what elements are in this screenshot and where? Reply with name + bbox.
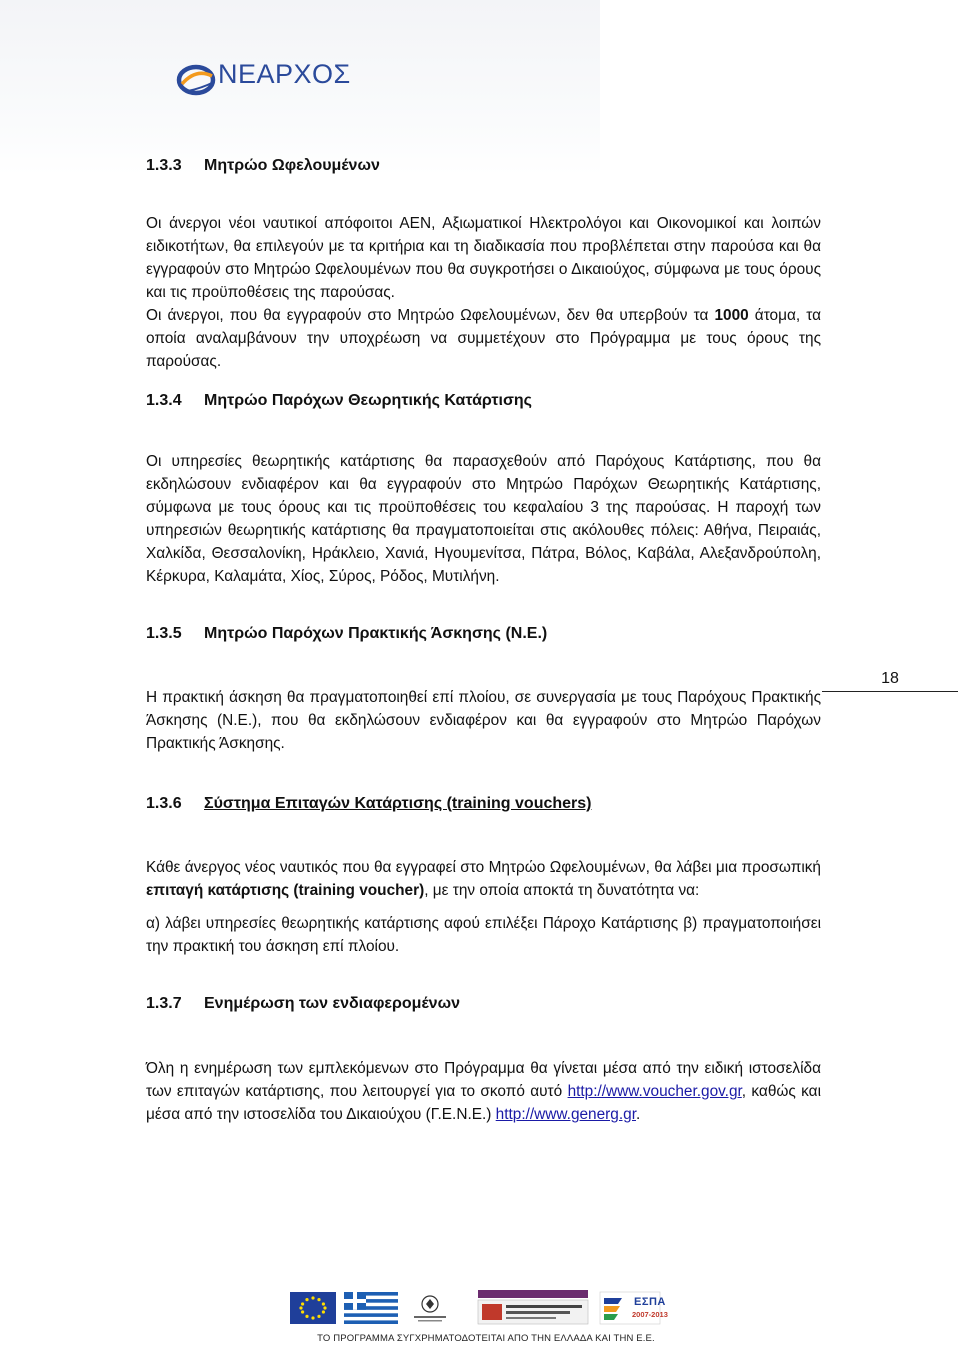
paragraph: Κάθε άνεργος νέος ναυτικός που θα εγγραφεί στο Μητρώο Ωφελουμένων, θα λάβει μια προσωπική επιταγή κατάρτισης (training voucher), με την οποία αποκτά τη δυνατότητα να: [146, 859, 821, 899]
section-heading: 1.3.4 Μητρώο Παρόχων Θεωρητικής Κατάρτισης [146, 392, 532, 409]
section-1-3-6 [146, 795, 821, 813]
page-number: 18 [822, 670, 958, 692]
paragraph: Οι υπηρεσίες θεωρητικής κατάρτισης θα παρασχεθούν από Παρόχους Κατάρτισης, που θα εκδηλώσουν ενδιαφέρον και θα εγγραφούν στο Μητρώο Παρόχων Θεωρητικής Κατάρτισης, σύμφωνα με τους όρους και τις προϋποθέσεις του κεφαλαίου 3 της παρούσας. Η παροχή των υπηρεσιών θεωρητικής κατάρτισης θα πραγματοποιείται στις ακόλουθες πόλεις: Αθήνα, Πειραιάς, Χαλκίδα, Θεσσαλονίκη, Ηράκλειο, Χανιά, Ηγουμενίτσα, Πάτρα, Βόλος, Καβάλα, Αλεξανδρούπολη, Κέρκυρα, Καλαμάτα, Χίος, Σύρος, Ρόδος, Μυτιλήνη. [146, 453, 821, 585]
paragraph: Όλη η ενημέρωση των εμπλεκόμενων στο Πρόγραμμα θα γίνεται μέσα από την ειδική ιστοσελίδα των επιταγών κατάρτισης, που λειτουργεί για το σκοπό αυτό http://www.voucher.gov.gr, καθώς και μέσα από την ιστοσελίδα του Δικαιούχου (Γ.Ε.Ν.Ε.) http://www.generg.gr. [146, 1060, 821, 1123]
section-1-3-4 [146, 392, 821, 410]
paragraph: Οι άνεργοι νέοι ναυτικοί απόφοιτοι ΑΕΝ, Αξιωματικοί Ηλεκτρολόγοι και Οικονομικοί και λοιπών ειδικοτήτων, θα επιλεγούν με τα κριτήρια και τη διαδικασία που προβλέπεται στην παρούσα και θα εγγραφούν στο Μητρώο Ωφελουμένων που θα συγκροτήσει ο Δικαιούχος, σύμφωνα με τους όρους και τις προϋποθέσεις της παρούσας. [146, 215, 821, 301]
section-heading: 1.3.7 Ενημέρωση των ενδιαφερομένων [146, 995, 460, 1012]
section-heading: 1.3.6 Σύστημα Επιταγών Κατάρτισης (training vouchers) [146, 795, 592, 812]
section-1-3-7 [146, 995, 821, 1013]
espa-label: ΕΣΠΑ [634, 1296, 666, 1308]
section-1-3-5 [146, 625, 821, 643]
section-1-3-3-body [146, 212, 821, 373]
section-1-3-4-body [146, 450, 821, 588]
paragraph: α) λάβει υπηρεσίες θεωρητικής κατάρτισης αφού επιλέξει Πάροχο Κατάρτισης β) πραγματοποιήσει την πρακτική του άσκηση επί πλοίου. [146, 915, 821, 955]
section-1-3-3 [146, 157, 821, 175]
section-1-3-7-body [146, 1057, 821, 1126]
eu-flag-icon [290, 1292, 336, 1324]
paragraph: Οι άνεργοι, που θα εγγραφούν στο Μητρώο Ωφελουμένων, δεν θα υπερβούν τα 1000 άτομα, τα οποία αναλαμβάνουν την υποχρέωση να συμμετέχουν στο Πρόγραμμα με τους όρους της παρούσας. [146, 307, 822, 370]
greek-flag-icon [344, 1292, 398, 1324]
paragraph: Η πρακτική άσκηση θα πραγματοποιηθεί επί πλοίου, σε συνεργασία με τους Παρόχους Πρακτικής Άσκησης (Ν.Ε.), που θα εκδηλώσουν ενδιαφέρον και θα εγγραφούν στο Μητρώο Παρόχων Πρακτικής Άσκησης. [146, 689, 821, 752]
section-heading: 1.3.5 Μητρώο Παρόχων Πρακτικής Άσκησης (Ν.Ε.) [146, 625, 548, 642]
espa-years: 2007-2013 [632, 1310, 668, 1319]
section-1-3-6-body [146, 856, 821, 958]
section-heading: 1.3.3 Μητρώο Ωφελουμένων [146, 157, 380, 174]
programme-banner-icon [478, 1290, 588, 1324]
funding-logos [290, 1290, 662, 1326]
footer-caption: ΤΟ ΠΡΟΓΡΑΜΜΑ ΣΥΓΧΡΗΜΑΤΟΔΟΤΕΙΤΑΙ ΑΠΟ ΤΗΝ ΕΛΛΑΔΑ ΚΑΙ ΤΗΝ Ε.Ε. [317, 1333, 655, 1344]
logo-text: ΝΕΑΡΧΟΣ [218, 59, 351, 89]
generg-link[interactable]: http://www.generg.gr [495, 1106, 636, 1123]
section-1-3-5-body [146, 686, 821, 755]
voucher-link[interactable]: http://www.voucher.gov.gr [567, 1083, 742, 1100]
ministry-emblem-icon [414, 1296, 446, 1322]
